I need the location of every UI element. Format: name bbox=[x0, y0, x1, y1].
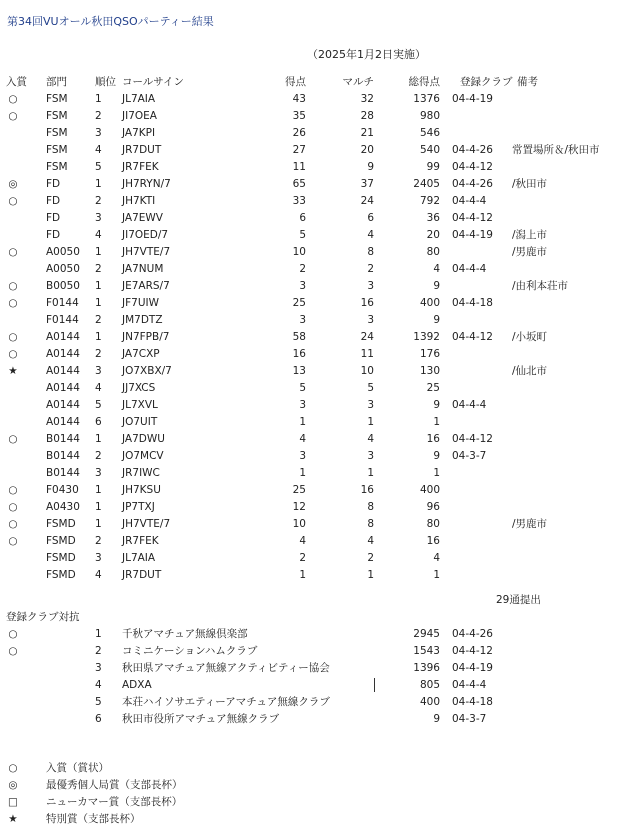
club-row bbox=[0, 626, 632, 643]
legend-symbol: □ bbox=[8, 796, 18, 808]
cell-award: ○ bbox=[8, 433, 18, 445]
cell-multi: 3 bbox=[367, 280, 374, 292]
table-row bbox=[0, 261, 632, 278]
cell-callsign: JI7OEA bbox=[122, 110, 157, 122]
cell-rank: 4 bbox=[95, 229, 102, 241]
cell-division: FD bbox=[46, 178, 61, 190]
cell-multi: 4 bbox=[367, 535, 374, 547]
cell-division: F0144 bbox=[46, 314, 79, 326]
cell-division: A0144 bbox=[46, 416, 80, 428]
table-row bbox=[0, 91, 632, 108]
table-row bbox=[0, 380, 632, 397]
cell-division: FSM bbox=[46, 144, 68, 156]
cell-points: 3 bbox=[299, 280, 306, 292]
header-rank: 順位 bbox=[95, 76, 116, 88]
cell-multi: 1 bbox=[367, 467, 374, 479]
cell-total: 9 bbox=[433, 280, 440, 292]
cell-multi: 8 bbox=[367, 518, 374, 530]
cell-division: A0144 bbox=[46, 399, 80, 411]
results-header-row bbox=[0, 74, 632, 91]
table-row bbox=[0, 448, 632, 465]
club-cell-club-name: ADXA bbox=[122, 679, 152, 691]
cell-division: A0144 bbox=[46, 331, 80, 343]
cell-rank: 3 bbox=[95, 467, 102, 479]
cell-points: 33 bbox=[292, 195, 306, 207]
cell-total: 20 bbox=[426, 229, 440, 241]
cell-multi: 32 bbox=[360, 93, 374, 105]
cell-division: A0430 bbox=[46, 501, 80, 513]
header-points: 得点 bbox=[285, 76, 306, 88]
cell-rank: 2 bbox=[95, 110, 102, 122]
legend-text: 最優秀個人局賞（支部長杯） bbox=[46, 779, 183, 791]
club-cell-date: 04-4-18 bbox=[452, 696, 493, 708]
cell-points: 4 bbox=[299, 535, 306, 547]
table-row bbox=[0, 295, 632, 312]
cell-award: ○ bbox=[8, 331, 18, 343]
cell-callsign: JA7EWV bbox=[122, 212, 163, 224]
header-club: 登録クラブ bbox=[460, 76, 513, 88]
cell-callsign: JJ7XCS bbox=[122, 382, 156, 394]
cell-division: A0050 bbox=[46, 263, 80, 275]
table-row bbox=[0, 482, 632, 499]
cell-multi: 9 bbox=[367, 161, 374, 173]
cell-points: 26 bbox=[292, 127, 306, 139]
cell-multi: 6 bbox=[367, 212, 374, 224]
club-row bbox=[0, 660, 632, 677]
cell-club: 04-4-26 bbox=[452, 144, 493, 156]
club-cell-rank: 5 bbox=[95, 696, 102, 708]
contest-date: （2025年1月2日実施） bbox=[307, 48, 426, 61]
cell-callsign: JP7TXJ bbox=[122, 501, 155, 513]
club-cell-award: ○ bbox=[8, 645, 18, 657]
cell-callsign: JR7DUT bbox=[122, 144, 162, 156]
cell-total: 1376 bbox=[413, 93, 440, 105]
cell-award: ◎ bbox=[8, 178, 18, 190]
cell-total: 400 bbox=[419, 297, 440, 309]
club-row bbox=[0, 694, 632, 711]
cell-division: FSM bbox=[46, 161, 68, 173]
cell-callsign: JH7VTE/7 bbox=[122, 246, 171, 258]
cell-callsign: JM7DTZ bbox=[122, 314, 163, 326]
legend-text: 特別賞（支部長杯） bbox=[46, 813, 141, 825]
cell-note: /小坂町 bbox=[512, 331, 548, 343]
table-row bbox=[0, 312, 632, 329]
cell-rank: 1 bbox=[95, 297, 102, 309]
cell-callsign: JR7DUT bbox=[122, 569, 162, 581]
cell-callsign: JH7KSU bbox=[122, 484, 161, 496]
cell-rank: 3 bbox=[95, 212, 102, 224]
cell-club: 04-4-12 bbox=[452, 331, 493, 343]
table-row bbox=[0, 278, 632, 295]
cell-note: /仙北市 bbox=[512, 365, 548, 377]
club-row bbox=[0, 677, 632, 694]
cell-callsign: JR7IWC bbox=[122, 467, 160, 479]
club-cell-points: 400 bbox=[419, 696, 440, 708]
cell-division: FSM bbox=[46, 110, 68, 122]
club-cell-date: 04-4-4 bbox=[452, 679, 487, 691]
cell-multi: 37 bbox=[360, 178, 374, 190]
cell-rank: 2 bbox=[95, 348, 102, 360]
cell-total: 540 bbox=[419, 144, 440, 156]
cell-points: 25 bbox=[292, 484, 306, 496]
cell-club: 04-4-12 bbox=[452, 161, 493, 173]
cell-multi: 1 bbox=[367, 569, 374, 581]
cell-award: ○ bbox=[8, 484, 18, 496]
cell-award: ○ bbox=[8, 195, 18, 207]
header-multi: マルチ bbox=[342, 76, 374, 88]
cell-callsign: JR7FEK bbox=[122, 161, 159, 173]
table-row bbox=[0, 567, 632, 584]
cell-total: 1 bbox=[433, 569, 440, 581]
cell-rank: 1 bbox=[95, 433, 102, 445]
cell-callsign: JA7NUM bbox=[122, 263, 164, 275]
cell-club: 04-4-18 bbox=[452, 297, 493, 309]
cell-total: 9 bbox=[433, 450, 440, 462]
cell-callsign: JL7AIA bbox=[122, 93, 156, 105]
cell-note: 常置場所＆/秋田市 bbox=[512, 144, 600, 156]
cell-award: ○ bbox=[8, 518, 18, 530]
table-row bbox=[0, 176, 632, 193]
cell-division: FSM bbox=[46, 93, 68, 105]
cell-callsign: JH7RYN/7 bbox=[122, 178, 171, 190]
submission-count: 29通提出 bbox=[496, 594, 541, 606]
cell-award: ○ bbox=[8, 348, 18, 360]
cell-points: 13 bbox=[292, 365, 306, 377]
cell-division: A0144 bbox=[46, 348, 80, 360]
cell-rank: 1 bbox=[95, 518, 102, 530]
club-cell-date: 04-4-26 bbox=[452, 628, 493, 640]
cell-multi: 16 bbox=[360, 297, 374, 309]
legend-symbol: ◎ bbox=[8, 779, 18, 791]
cell-rank: 2 bbox=[95, 195, 102, 207]
cell-rank: 2 bbox=[95, 314, 102, 326]
club-cell-points: 9 bbox=[433, 713, 440, 725]
cell-award: ○ bbox=[8, 535, 18, 547]
cell-points: 27 bbox=[292, 144, 306, 156]
table-row bbox=[0, 414, 632, 431]
cell-total: 4 bbox=[433, 552, 440, 564]
cell-note: /由利本荘市 bbox=[512, 280, 569, 292]
table-row bbox=[0, 431, 632, 448]
club-cell-points: 805 bbox=[419, 679, 440, 691]
cell-rank: 5 bbox=[95, 161, 102, 173]
club-cell-club-name: 本荘ハイソサエティーアマチュア無線クラブ bbox=[122, 696, 330, 708]
cell-multi: 2 bbox=[367, 263, 374, 275]
cell-note: /潟上市 bbox=[512, 229, 548, 241]
cell-points: 16 bbox=[292, 348, 306, 360]
cell-points: 1 bbox=[299, 416, 306, 428]
table-row bbox=[0, 329, 632, 346]
cell-multi: 28 bbox=[360, 110, 374, 122]
club-section-title: 登録クラブ対抗 bbox=[6, 611, 80, 623]
cell-points: 11 bbox=[292, 161, 306, 173]
header-total: 総得点 bbox=[408, 76, 440, 88]
cell-points: 2 bbox=[299, 552, 306, 564]
club-cell-points: 2945 bbox=[413, 628, 440, 640]
cell-points: 3 bbox=[299, 450, 306, 462]
cell-total: 400 bbox=[419, 484, 440, 496]
cell-callsign: JO7UIT bbox=[122, 416, 158, 428]
club-cell-club-name: 秋田市役所アマチュア無線クラブ bbox=[122, 713, 280, 725]
cell-division: F0144 bbox=[46, 297, 79, 309]
cell-points: 4 bbox=[299, 433, 306, 445]
cell-club: 04-4-12 bbox=[452, 212, 493, 224]
cell-points: 3 bbox=[299, 314, 306, 326]
header-note: 備考 bbox=[517, 76, 538, 88]
cell-division: B0050 bbox=[46, 280, 80, 292]
cell-points: 25 bbox=[292, 297, 306, 309]
cell-points: 43 bbox=[292, 93, 306, 105]
table-row bbox=[0, 227, 632, 244]
cell-callsign: JH7KTI bbox=[122, 195, 156, 207]
cell-points: 5 bbox=[299, 382, 306, 394]
cell-callsign: JA7CXP bbox=[122, 348, 160, 360]
table-row bbox=[0, 397, 632, 414]
cell-total: 792 bbox=[419, 195, 440, 207]
cell-division: B0144 bbox=[46, 433, 80, 445]
legend-text: ニューカマー賞（支部長杯） bbox=[46, 796, 183, 808]
cell-division: FSMD bbox=[46, 535, 76, 547]
cell-points: 6 bbox=[299, 212, 306, 224]
cell-callsign: JO7MCV bbox=[122, 450, 164, 462]
club-cell-club-name: 秋田県アマチュア無線アクティビティー協会 bbox=[122, 662, 330, 674]
cell-multi: 8 bbox=[367, 501, 374, 513]
cell-division: F0430 bbox=[46, 484, 79, 496]
table-row bbox=[0, 193, 632, 210]
cell-club: 04-4-4 bbox=[452, 399, 487, 411]
cell-award: ★ bbox=[8, 365, 18, 377]
cell-division: A0050 bbox=[46, 246, 80, 258]
cell-multi: 8 bbox=[367, 246, 374, 258]
cell-rank: 6 bbox=[95, 416, 102, 428]
club-cell-award: ○ bbox=[8, 628, 18, 640]
club-cell-date: 04-3-7 bbox=[452, 713, 487, 725]
cell-callsign: JA7DWU bbox=[122, 433, 165, 445]
cell-division: FD bbox=[46, 229, 61, 241]
cell-division: A0144 bbox=[46, 382, 80, 394]
cell-multi: 1 bbox=[367, 416, 374, 428]
cell-rank: 2 bbox=[95, 535, 102, 547]
cell-total: 80 bbox=[426, 246, 440, 258]
cell-rank: 3 bbox=[95, 365, 102, 377]
table-row bbox=[0, 550, 632, 567]
cell-note: /男鹿市 bbox=[512, 246, 548, 258]
cell-club: 04-4-4 bbox=[452, 263, 487, 275]
cell-total: 1392 bbox=[413, 331, 440, 343]
cell-total: 546 bbox=[419, 127, 440, 139]
club-row bbox=[0, 711, 632, 728]
cell-rank: 1 bbox=[95, 280, 102, 292]
page-title: 第34回VUオール秋田QSOパーティー結果 bbox=[7, 15, 214, 28]
cell-callsign: JL7XVL bbox=[122, 399, 158, 411]
table-row bbox=[0, 142, 632, 159]
cell-points: 35 bbox=[292, 110, 306, 122]
cell-total: 9 bbox=[433, 399, 440, 411]
club-cell-club-name: コミニケーションハムクラブ bbox=[122, 645, 258, 657]
cell-multi: 3 bbox=[367, 450, 374, 462]
cell-total: 36 bbox=[426, 212, 440, 224]
cell-callsign: JA7KPI bbox=[122, 127, 156, 139]
club-cell-date: 04-4-19 bbox=[452, 662, 493, 674]
cell-callsign: JH7VTE/7 bbox=[122, 518, 171, 530]
table-row bbox=[0, 244, 632, 261]
cell-division: FD bbox=[46, 212, 61, 224]
cell-callsign: JF7UIW bbox=[122, 297, 159, 309]
cell-points: 2 bbox=[299, 263, 306, 275]
cell-division: FSMD bbox=[46, 552, 76, 564]
cell-note: /秋田市 bbox=[512, 178, 548, 190]
cell-points: 10 bbox=[292, 246, 306, 258]
cell-rank: 1 bbox=[95, 484, 102, 496]
cell-division: FSM bbox=[46, 127, 68, 139]
cell-rank: 2 bbox=[95, 263, 102, 275]
cell-points: 65 bbox=[292, 178, 306, 190]
table-row bbox=[0, 159, 632, 176]
cell-rank: 1 bbox=[95, 246, 102, 258]
cell-points: 1 bbox=[299, 467, 306, 479]
club-cell-club-name: 千秋アマチュア無線倶楽部 bbox=[122, 628, 248, 640]
cell-multi: 3 bbox=[367, 399, 374, 411]
cell-callsign: JL7AIA bbox=[122, 552, 156, 564]
club-cell-points: 1396 bbox=[413, 662, 440, 674]
header-callsign: コールサイン bbox=[122, 76, 185, 88]
cell-club: 04-4-12 bbox=[452, 433, 493, 445]
cell-rank: 4 bbox=[95, 144, 102, 156]
legend-text: 入賞（賞状） bbox=[46, 762, 109, 774]
cell-club: 04-4-4 bbox=[452, 195, 487, 207]
cell-award: ○ bbox=[8, 110, 18, 122]
cell-multi: 24 bbox=[360, 195, 374, 207]
table-row bbox=[0, 346, 632, 363]
cell-club: 04-3-7 bbox=[452, 450, 487, 462]
cell-callsign: JE7ARS/7 bbox=[122, 280, 170, 292]
cell-multi: 21 bbox=[360, 127, 374, 139]
cell-points: 3 bbox=[299, 399, 306, 411]
cell-rank: 3 bbox=[95, 127, 102, 139]
club-cell-date: 04-4-12 bbox=[452, 645, 493, 657]
cell-points: 12 bbox=[292, 501, 306, 513]
cell-award: ○ bbox=[8, 93, 18, 105]
club-cell-rank: 3 bbox=[95, 662, 102, 674]
cell-total: 25 bbox=[426, 382, 440, 394]
cell-total: 980 bbox=[419, 110, 440, 122]
table-row bbox=[0, 125, 632, 142]
club-cell-rank: 6 bbox=[95, 713, 102, 725]
cell-multi: 20 bbox=[360, 144, 374, 156]
cell-award: ○ bbox=[8, 297, 18, 309]
cell-callsign: JN7FPB/7 bbox=[122, 331, 170, 343]
cell-total: 1 bbox=[433, 467, 440, 479]
text-cursor bbox=[374, 678, 375, 692]
table-row bbox=[0, 210, 632, 227]
cell-rank: 4 bbox=[95, 569, 102, 581]
cell-callsign: JI7OED/7 bbox=[122, 229, 169, 241]
cell-total: 9 bbox=[433, 314, 440, 326]
cell-total: 16 bbox=[426, 433, 440, 445]
header-division: 部門 bbox=[46, 76, 67, 88]
club-cell-rank: 1 bbox=[95, 628, 102, 640]
cell-note: /男鹿市 bbox=[512, 518, 548, 530]
club-cell-points: 1543 bbox=[413, 645, 440, 657]
table-row bbox=[0, 516, 632, 533]
cell-division: B0144 bbox=[46, 467, 80, 479]
cell-division: FD bbox=[46, 195, 61, 207]
legend-symbol: ○ bbox=[8, 762, 18, 774]
cell-multi: 2 bbox=[367, 552, 374, 564]
table-row bbox=[0, 108, 632, 125]
cell-rank: 1 bbox=[95, 331, 102, 343]
cell-award: ○ bbox=[8, 280, 18, 292]
cell-multi: 10 bbox=[360, 365, 374, 377]
cell-multi: 24 bbox=[360, 331, 374, 343]
cell-points: 5 bbox=[299, 229, 306, 241]
cell-multi: 16 bbox=[360, 484, 374, 496]
cell-club: 04-4-19 bbox=[452, 93, 493, 105]
club-cell-rank: 4 bbox=[95, 679, 102, 691]
cell-total: 99 bbox=[426, 161, 440, 173]
cell-rank: 1 bbox=[95, 501, 102, 513]
cell-callsign: JR7FEK bbox=[122, 535, 159, 547]
cell-rank: 1 bbox=[95, 93, 102, 105]
cell-total: 2405 bbox=[413, 178, 440, 190]
club-cell-rank: 2 bbox=[95, 645, 102, 657]
cell-total: 96 bbox=[426, 501, 440, 513]
cell-multi: 3 bbox=[367, 314, 374, 326]
table-row bbox=[0, 499, 632, 516]
cell-points: 1 bbox=[299, 569, 306, 581]
cell-division: FSMD bbox=[46, 569, 76, 581]
table-row bbox=[0, 533, 632, 550]
cell-award: ○ bbox=[8, 501, 18, 513]
cell-rank: 1 bbox=[95, 178, 102, 190]
cell-rank: 2 bbox=[95, 450, 102, 462]
cell-points: 58 bbox=[292, 331, 306, 343]
cell-multi: 5 bbox=[367, 382, 374, 394]
cell-club: 04-4-19 bbox=[452, 229, 493, 241]
cell-club: 04-4-26 bbox=[452, 178, 493, 190]
cell-division: B0144 bbox=[46, 450, 80, 462]
cell-total: 176 bbox=[419, 348, 440, 360]
cell-total: 4 bbox=[433, 263, 440, 275]
cell-division: A0144 bbox=[46, 365, 80, 377]
cell-rank: 4 bbox=[95, 382, 102, 394]
cell-total: 80 bbox=[426, 518, 440, 530]
header-award: 入賞 bbox=[6, 76, 27, 88]
cell-points: 10 bbox=[292, 518, 306, 530]
cell-award: ○ bbox=[8, 246, 18, 258]
cell-multi: 4 bbox=[367, 229, 374, 241]
legend-symbol: ★ bbox=[8, 813, 18, 825]
cell-multi: 11 bbox=[360, 348, 374, 360]
cell-division: FSMD bbox=[46, 518, 76, 530]
cell-rank: 5 bbox=[95, 399, 102, 411]
cell-callsign: JO7XBX/7 bbox=[122, 365, 172, 377]
table-row bbox=[0, 465, 632, 482]
cell-total: 130 bbox=[419, 365, 440, 377]
cell-total: 16 bbox=[426, 535, 440, 547]
cell-multi: 4 bbox=[367, 433, 374, 445]
table-row bbox=[0, 363, 632, 380]
cell-total: 1 bbox=[433, 416, 440, 428]
club-row bbox=[0, 643, 632, 660]
cell-rank: 3 bbox=[95, 552, 102, 564]
